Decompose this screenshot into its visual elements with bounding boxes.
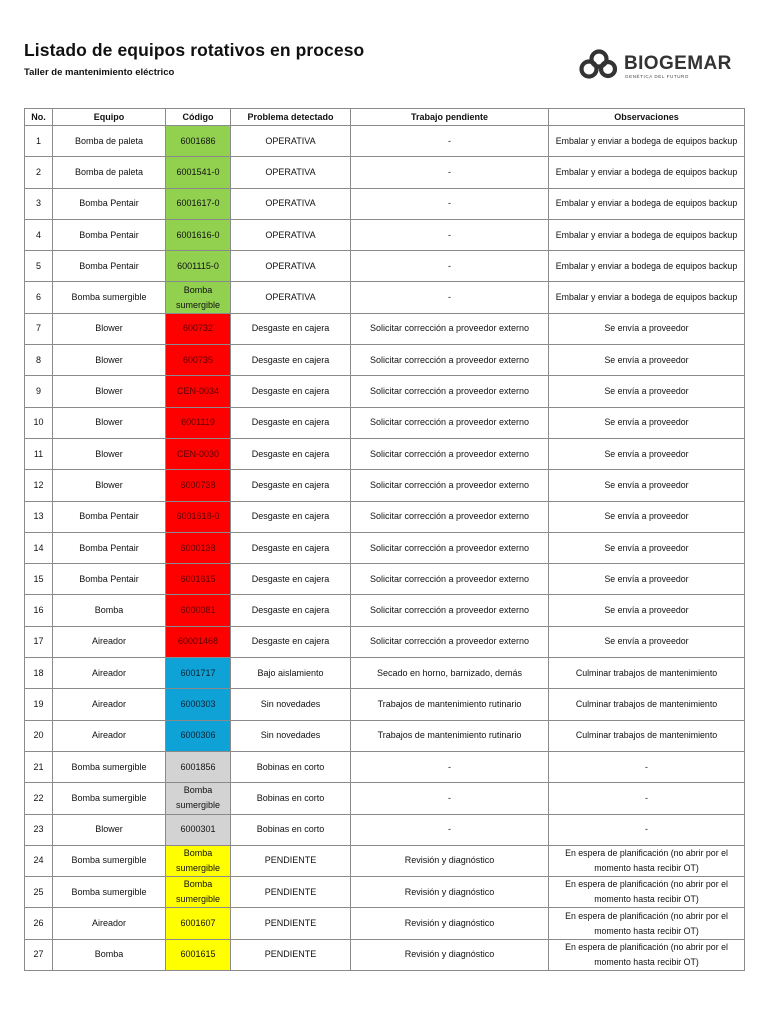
cell-equipo: Blower bbox=[53, 438, 166, 469]
table-row bbox=[25, 595, 745, 626]
cell-observaciones: Se envía a proveedor bbox=[549, 626, 745, 657]
cell-no: 19 bbox=[25, 689, 53, 720]
table-row bbox=[25, 720, 745, 751]
cell-observaciones: Se envía a proveedor bbox=[549, 345, 745, 376]
table-row bbox=[25, 939, 745, 970]
column-header-problema: Problema detectado bbox=[231, 109, 351, 126]
table-row bbox=[25, 376, 745, 407]
cell-trabajo: - bbox=[351, 783, 549, 814]
cell-no: 21 bbox=[25, 751, 53, 782]
cell-equipo: Bomba Pentair bbox=[53, 188, 166, 219]
equipment-table bbox=[24, 108, 745, 971]
cell-trabajo: - bbox=[351, 157, 549, 188]
cell-problema: Desgaste en cajera bbox=[231, 376, 351, 407]
table-row bbox=[25, 407, 745, 438]
table-row bbox=[25, 345, 745, 376]
cell-equipo: Blower bbox=[53, 345, 166, 376]
cell-no: 15 bbox=[25, 564, 53, 595]
cell-no: 4 bbox=[25, 219, 53, 250]
cell-problema: Desgaste en cajera bbox=[231, 501, 351, 532]
cell-codigo: 6001717 bbox=[166, 658, 231, 689]
cell-trabajo: Trabajos de mantenimiento rutinario bbox=[351, 720, 549, 751]
table-row bbox=[25, 658, 745, 689]
cell-codigo: 6001541-0 bbox=[166, 157, 231, 188]
cell-problema: Desgaste en cajera bbox=[231, 564, 351, 595]
cell-codigo: Bomba sumergible bbox=[166, 282, 231, 313]
cell-observaciones: Se envía a proveedor bbox=[549, 532, 745, 563]
cell-observaciones: Culminar trabajos de mantenimiento bbox=[549, 658, 745, 689]
cell-equipo: Blower bbox=[53, 407, 166, 438]
cell-problema: PENDIENTE bbox=[231, 939, 351, 970]
cell-trabajo: Solicitar corrección a proveedor externo bbox=[351, 564, 549, 595]
cell-trabajo: Solicitar corrección a proveedor externo bbox=[351, 626, 549, 657]
cell-trabajo: Solicitar corrección a proveedor externo bbox=[351, 407, 549, 438]
table-row bbox=[25, 438, 745, 469]
cell-no: 6 bbox=[25, 282, 53, 313]
cell-equipo: Bomba Pentair bbox=[53, 501, 166, 532]
column-header-observaciones: Observaciones bbox=[549, 109, 745, 126]
cell-equipo: Bomba bbox=[53, 595, 166, 626]
cell-observaciones: Se envía a proveedor bbox=[549, 407, 745, 438]
table-row bbox=[25, 751, 745, 782]
column-header-equipo: Equipo bbox=[53, 109, 166, 126]
table-row bbox=[25, 188, 745, 219]
table-row bbox=[25, 532, 745, 563]
cell-equipo: Bomba sumergible bbox=[53, 783, 166, 814]
cell-codigo: 6000301 bbox=[166, 814, 231, 845]
cell-no: 23 bbox=[25, 814, 53, 845]
cell-observaciones: En espera de planificación (no abrir por el momento hasta recibir OT) bbox=[549, 845, 745, 876]
cell-no: 26 bbox=[25, 908, 53, 939]
table-body bbox=[25, 126, 745, 971]
document-subtitle: Taller de mantenimiento eléctrico bbox=[24, 67, 175, 78]
cell-no: 13 bbox=[25, 501, 53, 532]
cell-observaciones: Se envía a proveedor bbox=[549, 564, 745, 595]
cell-problema: Desgaste en cajera bbox=[231, 532, 351, 563]
cell-trabajo: Solicitar corrección a proveedor externo bbox=[351, 470, 549, 501]
cell-codigo: 6001615 bbox=[166, 564, 231, 595]
table-row bbox=[25, 626, 745, 657]
cell-codigo: 6001618-0 bbox=[166, 501, 231, 532]
table-row bbox=[25, 877, 745, 908]
cell-equipo: Bomba de paleta bbox=[53, 126, 166, 157]
cell-problema: PENDIENTE bbox=[231, 877, 351, 908]
cell-trabajo: Solicitar corrección a proveedor externo bbox=[351, 345, 549, 376]
cell-equipo: Bomba Pentair bbox=[53, 251, 166, 282]
cell-codigo: Bomba sumergible bbox=[166, 877, 231, 908]
cell-observaciones: Culminar trabajos de mantenimiento bbox=[549, 720, 745, 751]
cell-problema: OPERATIVA bbox=[231, 188, 351, 219]
table-row bbox=[25, 126, 745, 157]
cell-trabajo: Trabajos de mantenimiento rutinario bbox=[351, 689, 549, 720]
cell-equipo: Blower bbox=[53, 814, 166, 845]
cell-no: 24 bbox=[25, 845, 53, 876]
cell-no: 11 bbox=[25, 438, 53, 469]
cell-equipo: Bomba de paleta bbox=[53, 157, 166, 188]
cell-no: 17 bbox=[25, 626, 53, 657]
cell-observaciones: Se envía a proveedor bbox=[549, 376, 745, 407]
cell-codigo: 6001686 bbox=[166, 126, 231, 157]
cell-equipo: Bomba sumergible bbox=[53, 877, 166, 908]
cell-problema: Sin novedades bbox=[231, 720, 351, 751]
cell-observaciones: - bbox=[549, 783, 745, 814]
cell-observaciones: Se envía a proveedor bbox=[549, 501, 745, 532]
cell-codigo: 6000303 bbox=[166, 689, 231, 720]
cell-problema: Desgaste en cajera bbox=[231, 313, 351, 344]
cell-codigo: 600735 bbox=[166, 345, 231, 376]
cell-problema: OPERATIVA bbox=[231, 157, 351, 188]
cell-trabajo: Secado en horno, barnizado, demás bbox=[351, 658, 549, 689]
cell-equipo: Aireador bbox=[53, 720, 166, 751]
cell-problema: OPERATIVA bbox=[231, 219, 351, 250]
cell-problema: OPERATIVA bbox=[231, 251, 351, 282]
table-row bbox=[25, 501, 745, 532]
cell-problema: Desgaste en cajera bbox=[231, 438, 351, 469]
table-row bbox=[25, 908, 745, 939]
cell-trabajo: Solicitar corrección a proveedor externo bbox=[351, 501, 549, 532]
cell-observaciones: En espera de planificación (no abrir por el momento hasta recibir OT) bbox=[549, 877, 745, 908]
cell-observaciones: - bbox=[549, 814, 745, 845]
cell-no: 16 bbox=[25, 595, 53, 626]
cell-problema: Desgaste en cajera bbox=[231, 626, 351, 657]
cell-problema: Desgaste en cajera bbox=[231, 470, 351, 501]
cell-codigo: 6000081 bbox=[166, 595, 231, 626]
cell-equipo: Aireador bbox=[53, 689, 166, 720]
cell-codigo: 6000738 bbox=[166, 470, 231, 501]
cell-no: 10 bbox=[25, 407, 53, 438]
cell-codigo: 6001617-0 bbox=[166, 188, 231, 219]
cell-no: 14 bbox=[25, 532, 53, 563]
cell-problema: PENDIENTE bbox=[231, 845, 351, 876]
table-row bbox=[25, 564, 745, 595]
cell-equipo: Bomba sumergible bbox=[53, 751, 166, 782]
cell-trabajo: Revisión y diagnóstico bbox=[351, 908, 549, 939]
cell-trabajo: Revisión y diagnóstico bbox=[351, 939, 549, 970]
cell-codigo: Bomba sumergible bbox=[166, 783, 231, 814]
cell-no: 7 bbox=[25, 313, 53, 344]
cell-problema: OPERATIVA bbox=[231, 126, 351, 157]
cell-problema: Bajo aislamiento bbox=[231, 658, 351, 689]
cell-no: 1 bbox=[25, 126, 53, 157]
cell-codigo: 6001607 bbox=[166, 908, 231, 939]
cell-trabajo: - bbox=[351, 188, 549, 219]
cell-trabajo: Solicitar corrección a proveedor externo bbox=[351, 438, 549, 469]
cell-observaciones: Se envía a proveedor bbox=[549, 438, 745, 469]
cell-no: 27 bbox=[25, 939, 53, 970]
cell-trabajo: Solicitar corrección a proveedor externo bbox=[351, 376, 549, 407]
cell-codigo: Bomba sumergible bbox=[166, 845, 231, 876]
cell-no: 3 bbox=[25, 188, 53, 219]
cell-observaciones: Se envía a proveedor bbox=[549, 470, 745, 501]
table-row bbox=[25, 157, 745, 188]
document-header bbox=[24, 40, 364, 78]
table-row bbox=[25, 689, 745, 720]
cell-observaciones: En espera de planificación (no abrir por el momento hasta recibir OT) bbox=[549, 939, 745, 970]
cell-trabajo: - bbox=[351, 251, 549, 282]
cell-codigo: 6001115-0 bbox=[166, 251, 231, 282]
cell-codigo: 6000138 bbox=[166, 532, 231, 563]
cell-trabajo: - bbox=[351, 126, 549, 157]
cell-equipo: Bomba Pentair bbox=[53, 564, 166, 595]
table-row bbox=[25, 251, 745, 282]
table-header-row bbox=[25, 109, 745, 126]
cell-problema: PENDIENTE bbox=[231, 908, 351, 939]
cell-trabajo: Solicitar corrección a proveedor externo bbox=[351, 313, 549, 344]
cell-problema: Bobinas en corto bbox=[231, 814, 351, 845]
table-row bbox=[25, 814, 745, 845]
column-header-trabajo: Trabajo pendiente bbox=[351, 109, 549, 126]
cell-problema: Bobinas en corto bbox=[231, 783, 351, 814]
cell-codigo: CEN-0030 bbox=[166, 438, 231, 469]
cell-no: 2 bbox=[25, 157, 53, 188]
cell-trabajo: - bbox=[351, 219, 549, 250]
cell-problema: Desgaste en cajera bbox=[231, 407, 351, 438]
logo-name: BIOGEMAR bbox=[624, 53, 732, 74]
logo-tagline: GENÉTICA DEL FUTURO bbox=[625, 74, 689, 79]
cell-observaciones: Culminar trabajos de mantenimiento bbox=[549, 689, 745, 720]
cell-trabajo: - bbox=[351, 282, 549, 313]
column-header-no: No. bbox=[25, 109, 53, 126]
column-header-codigo: Código bbox=[166, 109, 231, 126]
cell-codigo: 60001468 bbox=[166, 626, 231, 657]
table-row bbox=[25, 470, 745, 501]
cell-codigo: 6000306 bbox=[166, 720, 231, 751]
cell-observaciones: Embalar y enviar a bodega de equipos backup bbox=[549, 157, 745, 188]
cell-trabajo: Solicitar corrección a proveedor externo bbox=[351, 532, 549, 563]
table-row bbox=[25, 845, 745, 876]
cell-equipo: Bomba Pentair bbox=[53, 219, 166, 250]
biogemar-knot-icon bbox=[578, 47, 618, 83]
cell-problema: OPERATIVA bbox=[231, 282, 351, 313]
cell-equipo: Blower bbox=[53, 313, 166, 344]
cell-no: 18 bbox=[25, 658, 53, 689]
table-row bbox=[25, 313, 745, 344]
cell-codigo: 6001856 bbox=[166, 751, 231, 782]
cell-no: 5 bbox=[25, 251, 53, 282]
cell-trabajo: - bbox=[351, 751, 549, 782]
table-row bbox=[25, 282, 745, 313]
cell-equipo: Aireador bbox=[53, 626, 166, 657]
cell-observaciones: Embalar y enviar a bodega de equipos backup bbox=[549, 282, 745, 313]
cell-problema: Desgaste en cajera bbox=[231, 595, 351, 626]
cell-equipo: Bomba sumergible bbox=[53, 282, 166, 313]
cell-codigo: 600732 bbox=[166, 313, 231, 344]
cell-codigo: 6001615 bbox=[166, 939, 231, 970]
cell-equipo: Aireador bbox=[53, 908, 166, 939]
cell-trabajo: Solicitar corrección a proveedor externo bbox=[351, 595, 549, 626]
cell-trabajo: Revisión y diagnóstico bbox=[351, 877, 549, 908]
cell-observaciones: Embalar y enviar a bodega de equipos backup bbox=[549, 251, 745, 282]
cell-no: 12 bbox=[25, 470, 53, 501]
table-row bbox=[25, 783, 745, 814]
cell-no: 8 bbox=[25, 345, 53, 376]
cell-problema: Sin novedades bbox=[231, 689, 351, 720]
cell-equipo: Aireador bbox=[53, 658, 166, 689]
cell-no: 9 bbox=[25, 376, 53, 407]
cell-observaciones: En espera de planificación (no abrir por el momento hasta recibir OT) bbox=[549, 908, 745, 939]
cell-equipo: Bomba bbox=[53, 939, 166, 970]
cell-observaciones: Embalar y enviar a bodega de equipos backup bbox=[549, 219, 745, 250]
cell-equipo: Bomba sumergible bbox=[53, 845, 166, 876]
table-row bbox=[25, 219, 745, 250]
cell-observaciones: Se envía a proveedor bbox=[549, 313, 745, 344]
cell-trabajo: - bbox=[351, 814, 549, 845]
cell-observaciones: - bbox=[549, 751, 745, 782]
biogemar-logo bbox=[578, 47, 738, 83]
cell-problema: Bobinas en corto bbox=[231, 751, 351, 782]
cell-no: 20 bbox=[25, 720, 53, 751]
cell-codigo: 6001119 bbox=[166, 407, 231, 438]
cell-trabajo: Revisión y diagnóstico bbox=[351, 845, 549, 876]
cell-observaciones: Embalar y enviar a bodega de equipos backup bbox=[549, 126, 745, 157]
cell-no: 25 bbox=[25, 877, 53, 908]
cell-observaciones: Se envía a proveedor bbox=[549, 595, 745, 626]
cell-no: 22 bbox=[25, 783, 53, 814]
cell-equipo: Bomba Pentair bbox=[53, 532, 166, 563]
cell-codigo: 6001616-0 bbox=[166, 219, 231, 250]
cell-codigo: CEN-0034 bbox=[166, 376, 231, 407]
cell-observaciones: Embalar y enviar a bodega de equipos backup bbox=[549, 188, 745, 219]
cell-problema: Desgaste en cajera bbox=[231, 345, 351, 376]
document-title: Listado de equipos rotativos en proceso bbox=[24, 40, 365, 60]
cell-equipo: Blower bbox=[53, 376, 166, 407]
cell-equipo: Blower bbox=[53, 470, 166, 501]
